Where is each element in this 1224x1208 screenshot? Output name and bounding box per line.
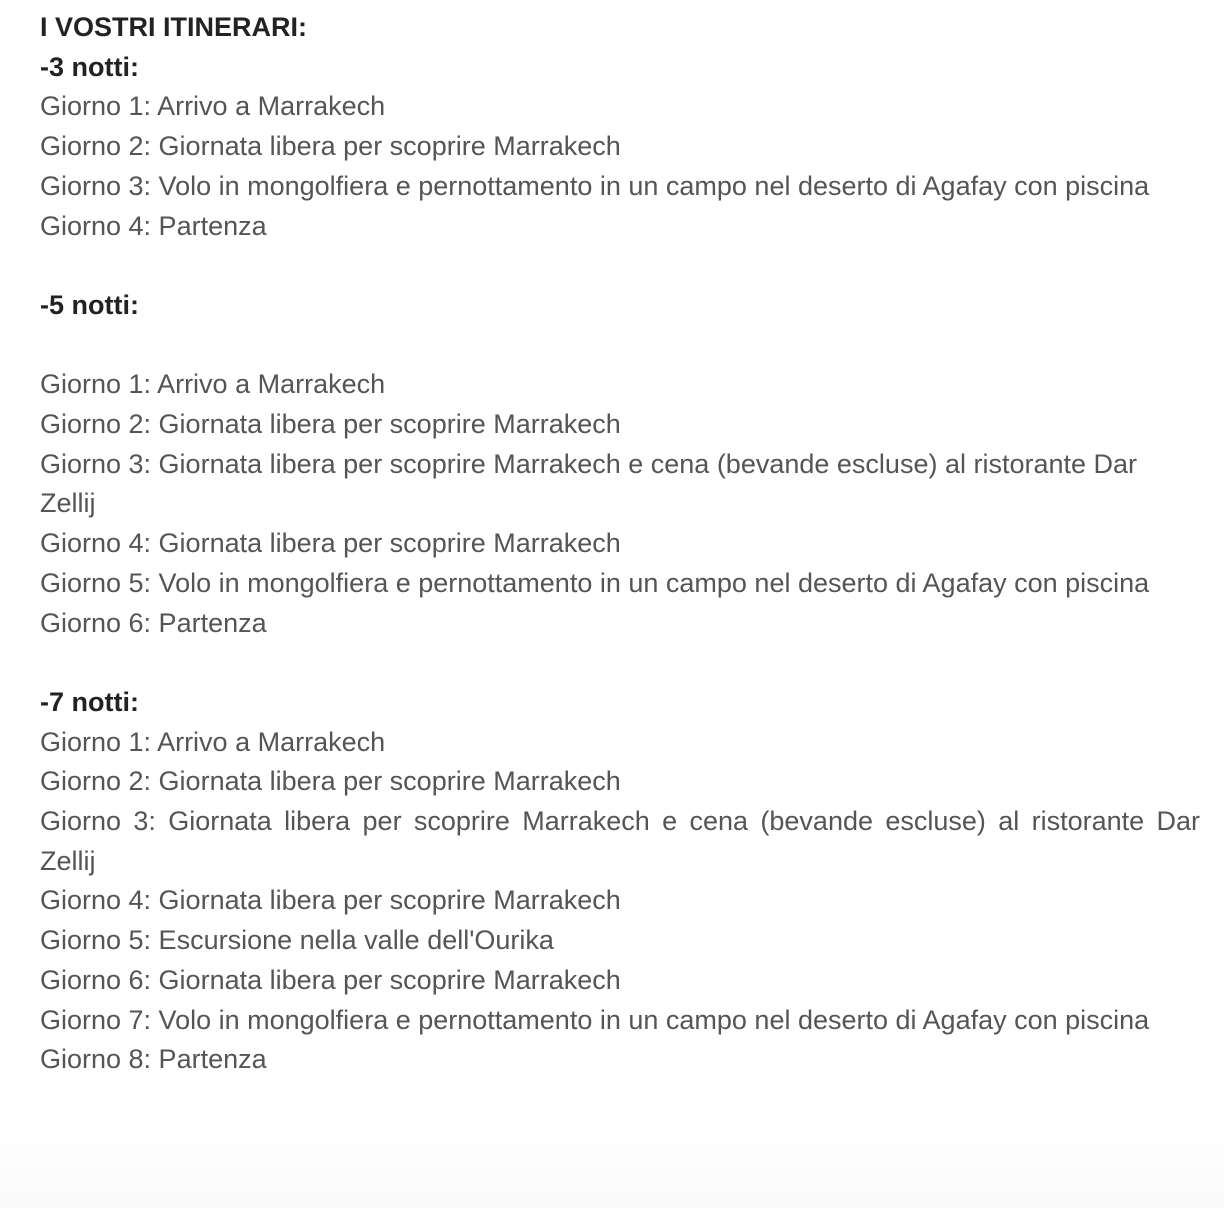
itinerary-heading: -5 notti: — [40, 289, 139, 320]
day-item: Giorno 6: Giornata libera per scoprire Marrakech — [40, 964, 621, 995]
day-item: Giorno 1: Arrivo a Marrakech — [40, 726, 386, 757]
itinerary-5-notti — [40, 286, 1200, 643]
day-item: Giorno 3: Volo in mongolfiera e pernottamento in un campo nel deserto di Agafay con piscina — [40, 170, 1150, 201]
section-spacer — [40, 643, 1200, 683]
day-item: Giorno 8: Partenza — [40, 1044, 267, 1075]
day-item: Giorno 4: Giornata libera per scoprire Marrakech — [40, 885, 621, 916]
day-item: Giorno 2: Giornata libera per scoprire Marrakech — [40, 766, 621, 797]
day-item: Giorno 4: Giornata libera per scoprire Marrakech — [40, 528, 621, 559]
itinerary-heading: -7 notti: — [40, 686, 139, 717]
day-item: Giorno 5: Escursione nella valle dell'Ourika — [40, 925, 554, 956]
day-item: Giorno 1: Arrivo a Marrakech — [40, 369, 386, 400]
itinerary-heading: -3 notti: — [40, 51, 139, 82]
day-item: Giorno 2: Giornata libera per scoprire Marrakech — [40, 131, 621, 162]
section-spacer — [40, 246, 1200, 286]
day-item: Giorno 4: Partenza — [40, 210, 267, 241]
page-title: I VOSTRI ITINERARI: — [40, 12, 308, 42]
day-item: Giorno 3: Giornata libera per scoprire Marrakech e cena (bevande escluse) al ristorante Dar Zellij — [40, 448, 1138, 519]
day-item: Giorno 1: Arrivo a Marrakech — [40, 91, 386, 122]
heading-spacer — [40, 326, 1200, 366]
itinerary-document — [40, 8, 1200, 1080]
itinerary-3-notti — [40, 48, 1200, 247]
day-item: Giorno 7: Volo in mongolfiera e pernottamento in un campo nel deserto di Agafay con piscina — [40, 1004, 1150, 1035]
day-item: Giorno 3: Giornata libera per scoprire Marrakech e cena (bevande escluse) al ristorante Dar Zellij — [40, 806, 1200, 876]
itinerary-7-notti — [40, 683, 1200, 1080]
day-item: Giorno 6: Partenza — [40, 607, 267, 638]
day-item: Giorno 5: Volo in mongolfiera e pernottamento in un campo nel deserto di Agafay con piscina — [40, 567, 1150, 598]
day-item: Giorno 2: Giornata libera per scoprire Marrakech — [40, 409, 621, 439]
